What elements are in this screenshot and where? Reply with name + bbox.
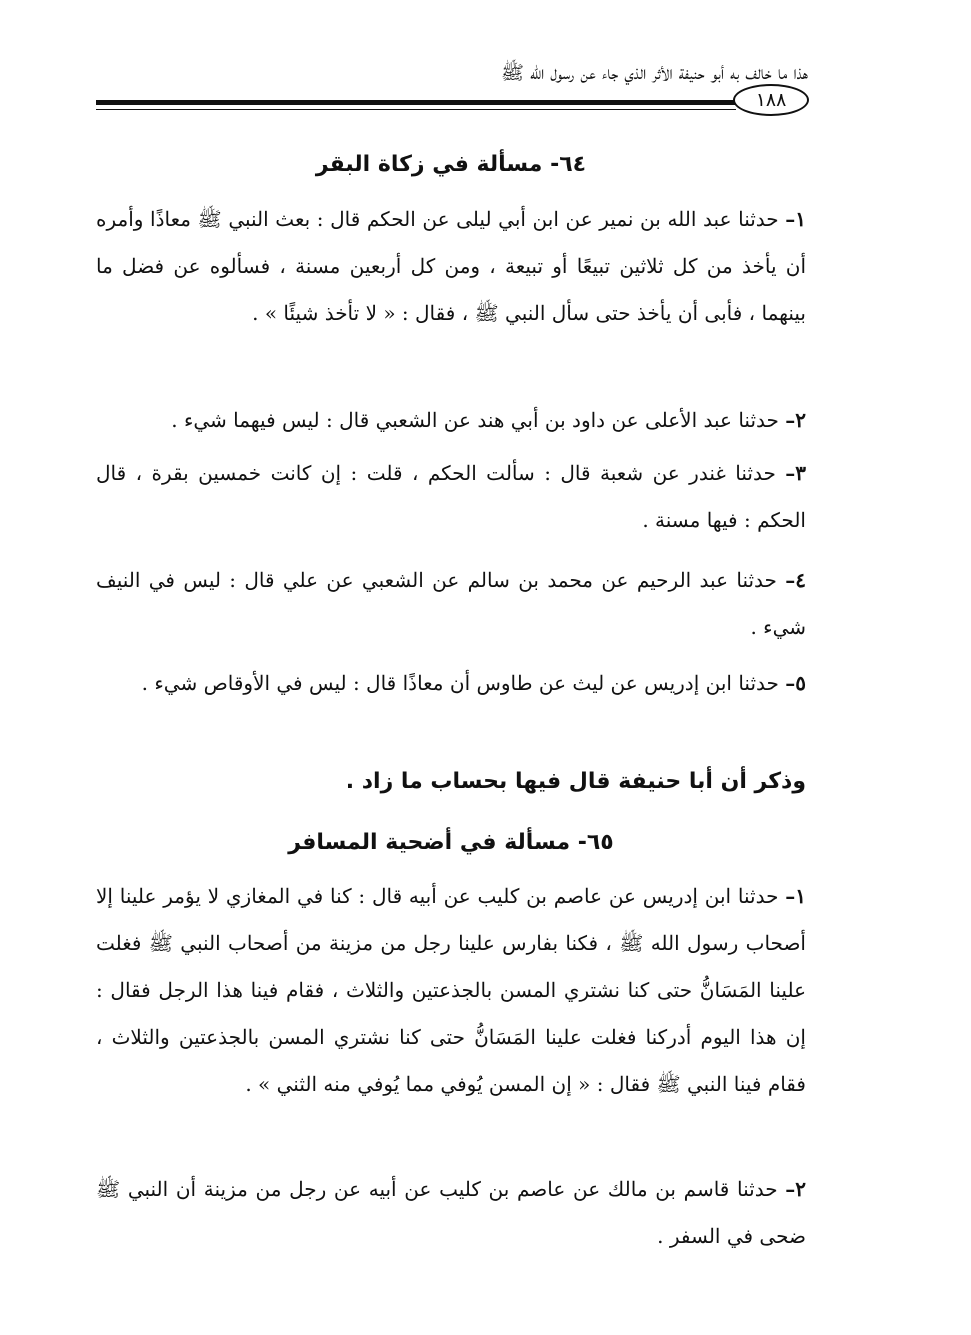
hadith-64-5	[96, 660, 806, 707]
hadith-number: ٤–	[785, 568, 806, 592]
hadith-64-1	[96, 196, 806, 337]
hadith-64-3	[96, 450, 806, 544]
hadith-64-4	[96, 557, 806, 651]
running-header: هذا ما خالف به أبو حنيفة الأثر الذي جاء عن رسول الله ﷺ	[501, 62, 808, 84]
hadith-65-2	[96, 1166, 806, 1260]
hadith-number: ١–	[785, 207, 807, 231]
hadith-text: حدثنا عبد الأعلى عن داود بن أبي هند عن الشعبي قال : ليس فيهما شيء .	[171, 408, 786, 432]
header-rule-thick	[96, 100, 736, 105]
section-64-conclusion: وذكر أن أبا حنيفة قال فيها بحساب ما زاد .	[345, 769, 806, 794]
hadith-text: حدثنا قاسم بن مالك عن عاصم بن كليب عن أبيه عن رجل من مزينة أن النبي ﷺ ضحى في السفر .	[96, 1177, 806, 1248]
section-65-heading: ٦٥- مسألة في أضحية المسافر	[288, 830, 614, 855]
hadith-text: حدثنا عبد الله بن نمير عن ابن أبي ليلى عن الحكم قال : بعث النبي ﷺ معاذًا وأمره أن يأخذ من كل ثلاثين تبيعًا أو تبيعة ، ومن كل أربعين مسنة ، فسألوه عن فضل ما بينهما ، فأبى أن يأخذ حتى سأل النبي ﷺ ، فقال : « لا تأخذ شيئًا » .	[96, 207, 806, 325]
hadith-text: حدثنا عبد الرحيم عن محمد بن سالم عن الشعبي عن علي قال : ليس في النيف شيء .	[96, 568, 806, 639]
hadith-number: ٥–	[785, 671, 806, 695]
hadith-number: ٢–	[785, 408, 806, 432]
header-rule-thin	[96, 109, 736, 110]
hadith-number: ٣–	[785, 461, 806, 485]
page-number: ١٨٨	[733, 84, 809, 116]
hadith-64-2	[96, 397, 806, 444]
hadith-text: حدثنا غندر عن شعبة قال : سألت الحكم ، قلت : إن كانت خمسين بقرة ، قال الحكم : فيها مسنة .	[96, 461, 806, 532]
hadith-text: حدثنا ابن إدريس عن ليث عن طاوس أن معاذًا قال : ليس في الأوقاص شيء .	[141, 671, 786, 695]
hadith-number: ٢–	[785, 1177, 806, 1201]
section-64-heading: ٦٤- مسألة في زكاة البقر	[315, 152, 587, 177]
hadith-text: حدثنا ابن إدريس عن عاصم بن كليب عن أبيه قال : كنا في المغازي لا يؤمر علينا إلا أصحاب رسول الله ﷺ ، فكنا بفارس علينا رجل من مزينة من أصحاب النبي ﷺ فغلت علينا المَسَانُّ حتى كنا نشتري المسن بالجذعتين والثلاث ، فقام فينا هذا الرجل فقال : إن هذا اليوم أدركنا فغلت علينا المَسَانُّ حتى كنا نشتري المسن بالجذعتين والثلاث ، فقام فينا النبي ﷺ فقال : « إن المسن يُوفي مما يُوفي منه الثني » .	[96, 884, 806, 1096]
hadith-number: ١–	[785, 884, 806, 908]
hadith-65-1	[96, 873, 806, 1108]
